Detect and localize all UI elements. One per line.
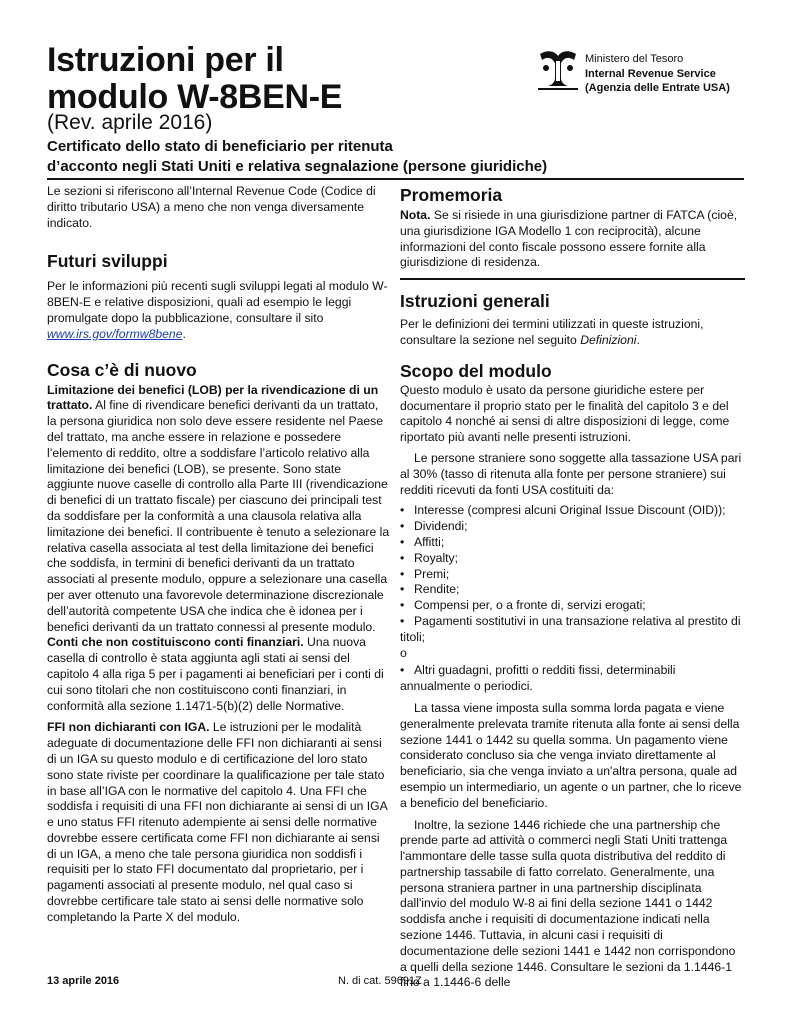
bullet-icon: • bbox=[400, 519, 405, 534]
bullet-icon: • bbox=[400, 598, 405, 613]
list-item: • Rendite; bbox=[400, 582, 460, 597]
joint-bold: Conti che non costituiscono conti finanziari. bbox=[47, 635, 304, 650]
future-developments-paragraph bbox=[47, 279, 390, 342]
bullet-icon: • bbox=[400, 566, 405, 581]
left-column bbox=[47, 184, 390, 926]
purpose-paragraph-1: Questo modulo è usato da persone giuridiche estere per documentare il proprio stato per le finalità del capitolo 3 e del capitolo 4 nonché ai sensi di altre disposizioni di legge, come riportato più avanti nelle presenti istruzioni. bbox=[400, 382, 730, 445]
general-italic: Definizioni bbox=[580, 332, 637, 347]
lob-paragraph bbox=[47, 383, 390, 636]
income-list bbox=[400, 503, 745, 645]
bullet-icon: • bbox=[400, 550, 405, 565]
list-item: • Premi; bbox=[400, 566, 450, 581]
future-text: Per le informazioni più recenti sugli sviluppi legati al modulo W-8BEN-E e relative disposizioni, quali ad esempio le leggi promulgate dopo la pubblicazione, consultare il sito bbox=[47, 279, 388, 325]
subtitle-line-2: d’acconto negli Stati Uniti e relativa segnalazione (persone giuridiche) bbox=[47, 158, 548, 175]
form-subtitle bbox=[47, 137, 547, 177]
document-title bbox=[47, 42, 342, 116]
irs-eagle-logo-icon bbox=[536, 48, 580, 90]
agency-block bbox=[585, 52, 730, 96]
intro-paragraph: Le sezioni si riferiscono all’Internal Revenue Code (Codice di diritto tributario USA) a meno che non venga diversamente indicato. bbox=[47, 184, 376, 230]
title-line-2: modulo W-8BEN-E bbox=[47, 78, 343, 116]
joint-accounts-paragraph bbox=[47, 635, 390, 714]
reminder-paragraph bbox=[400, 208, 745, 271]
revision-date: (Rev. aprile 2016) bbox=[47, 111, 213, 134]
footer-catalog-number: N. di cat. 59691Z bbox=[338, 975, 422, 987]
general-text: Per le definizioni dei termini utilizzati in queste istruzioni, consultare la sezione nel seguito bbox=[400, 317, 704, 347]
joint-text: Una nuova casella di controllo è stata aggiunta agli stati ai sensi del capitolo 4 alla riga 5 per i pagamenti ai beneficiari per i conti di cui sono titolari che non costituiscono conti finanziari, in conformità alla sezione 1.1471-5(b)(2) delle Normative. bbox=[47, 635, 384, 713]
purpose-paragraph-2: Le persone straniere sono soggette alla tassazione USA pari al 30% (tasso di ritenuta alla fonte per persone straniere) sui redditi ricevuti da fonti USA costituiti da: bbox=[400, 450, 742, 497]
purpose-heading: Scopo del modulo bbox=[400, 360, 552, 381]
right-column bbox=[400, 184, 745, 991]
future-end: . bbox=[182, 326, 186, 341]
list-item: • Interesse (compresi alcuni Original Issue Discount (OID)); bbox=[400, 503, 726, 518]
lob-text: Al fine di rivendicare benefici derivanti da un trattato, la persona giuridica non solo deve essere residente nel Paese del trattato, ma anche essere in relazione e possedere l’elemento di reddito, oltre a soddisfare l’articolo relativo alla limitazione dei benefici (LOB), se presente. Sono state aggiunte nuove caselle di controllo alla Parte III (rivendicazione di benefici di un trattato fiscale) per ciascuno dei principali test da soddisfare per la conformità a una clausola relativa alla limitazione dei benefici. Il contribuente è tenuto a selezionare la relativa casella associata al test della limitazione dei benefici che soddisfa, in termini di benefici derivanti da un trattato associati al presente modulo, oppure a selezionare una casella per aver ottenuto una favorevole determinazione discrezionale dell’autorità competente USA che indica che è idonea per i benefici derivanti da un trattato connessi al presente modulo. bbox=[47, 398, 390, 634]
reminder-bold: Nota. bbox=[400, 208, 431, 222]
list-item: • Dividendi; bbox=[400, 519, 468, 534]
agency-ministry: Ministero del Tesoro bbox=[585, 53, 684, 65]
ffi-text: Le istruzioni per le modalità adeguate di documentazione delle FFI non dichiaranti ai sensi di un IGA su questo modulo e di certificazione del loro stato sono state riviste per coordinare la qualificazione per tale stato in base all’IGA con le normative del capitolo 4. Una FFI che soddisfa i requisiti di una FFI non dichiarante ai sensi di un IGA e uno status FFI ritenuto adempiente ai sensi delle normative dovrebbe essere certificata come FFI non dichiarante ai sensi di un IGA, a meno che tale persona giuridica non soddisfi i requisiti per lo stato FFI documentato dal proprietario, per i pagamenti associati al presente modulo, nel qual caso si dovrebbe certificare tale stato ai sensi delle normative solo completando la Parte X del modulo. bbox=[47, 720, 388, 924]
list-item: • Compensi per, o a fronte di, servizi erogati; bbox=[400, 598, 646, 613]
agency-irs: Internal Revenue Service bbox=[585, 67, 716, 80]
whats-new-heading: Cosa c’è di nuovo bbox=[47, 359, 197, 380]
header-rule bbox=[47, 178, 744, 180]
general-end: . bbox=[636, 332, 640, 347]
irs-url-link[interactable]: www.irs.gov/formw8bene bbox=[47, 326, 183, 341]
bullet-icon: • bbox=[400, 582, 405, 597]
future-developments-heading: Futuri sviluppi bbox=[47, 251, 168, 272]
ffi-paragraph bbox=[47, 720, 390, 925]
subtitle-line-1: Certificato dello stato di beneficiario per ritenuta bbox=[47, 138, 393, 155]
tax-paragraph: La tassa viene imposta sulla somma lorda pagata e viene generalmente prelevata tramite ritenuta alla fonte ai sensi della sezione 1441 o 1442 su quella somma. Un pagamento viene considerato concluso sia che venga inviato direttamente al beneficiario, sia che venga inviato a un'altra persona, quale ad esempio un intermediario, un agente o un partner, che lo riceve a beneficio del beneficiario. bbox=[400, 700, 742, 810]
list-item: • Affitti; bbox=[400, 534, 445, 549]
bullet-icon: • bbox=[400, 613, 405, 628]
bullet-icon: • bbox=[400, 663, 405, 678]
lob-bold: Limitazione dei benefici (LOB) per la rivendicazione di un trattato. bbox=[47, 382, 379, 413]
general-instructions-heading: Istruzioni generali bbox=[400, 291, 550, 312]
section-rule-1 bbox=[400, 278, 745, 280]
list-item: • Royalty; bbox=[400, 550, 459, 565]
ffi-bold: FFI non dichiaranti con IGA. bbox=[47, 720, 210, 735]
bullet-icon: • bbox=[400, 503, 405, 518]
reminder-heading: Promemoria bbox=[400, 185, 503, 205]
list-item: • Pagamenti sostitutivi in una transazione relativa al prestito di titoli; bbox=[400, 613, 741, 644]
or-separator: o bbox=[400, 645, 407, 660]
footer-date: 13 aprile 2016 bbox=[47, 975, 120, 987]
general-paragraph bbox=[400, 317, 745, 349]
list-item-last: • Altri guadagni, profitti o redditi fissi, determinabili annualmente o periodici. bbox=[400, 663, 676, 694]
section-1446-paragraph: Inoltre, la sezione 1446 richiede che una partnership che prende parte ad attività o commerci negli Stati Uniti trattenga l'ammontare delle tasse sulla quota distributiva del reddito di partnership tassabile di fatto correlato. Generalmente, una persona straniera partner in una partnership disciplinata dall'invio del modulo W-8 ai fini della sezione 1441 o 1442 soddisfa anche i requisiti di documentazione indicati nella sezione 1446. Tuttavia, in alcuni casi i requisiti di documentazione delle sezioni 1441 e 1442 non corrispondono a quelli della sezione 1446. Consultare le sezioni da 1.1446-1 fino a 1.1446-6 delle bbox=[400, 817, 736, 990]
bullet-icon: • bbox=[400, 534, 405, 549]
reminder-text: Se si risiede in una giurisdizione partner di FATCA (cioè, una giurisdizione IGA Modello 1 con reciprocità), alcune informazioni del conto fiscale possono essere fornite alla giurisdizione di residenza. bbox=[400, 208, 738, 270]
title-line-1: Istruzioni per il bbox=[47, 41, 284, 79]
agency-irs-translation: (Agenzia delle Entrate USA) bbox=[585, 82, 730, 94]
